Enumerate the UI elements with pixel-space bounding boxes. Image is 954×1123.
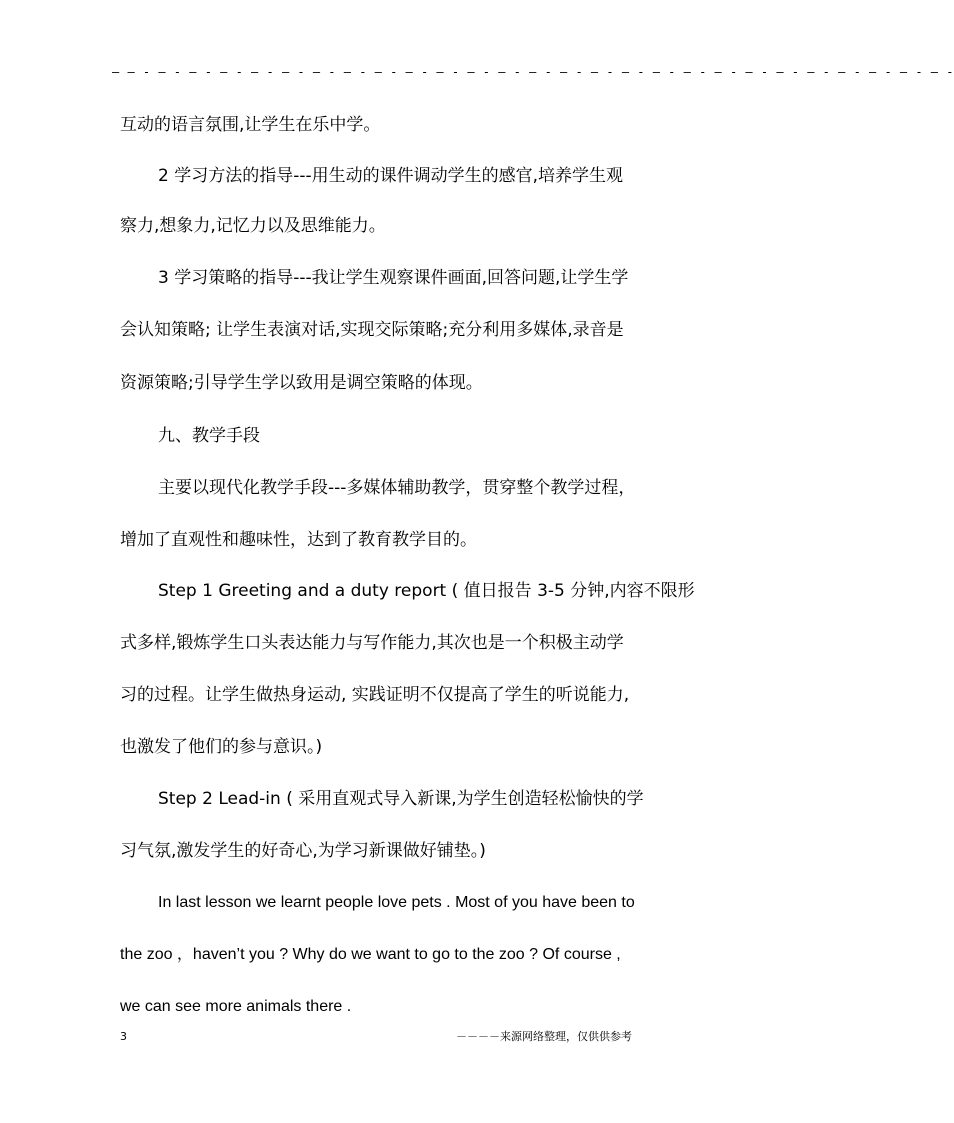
body-line-16: In last lesson we learnt people love pets . Most of you have been to — [158, 894, 635, 911]
body-line-14: Step 2 Lead-in ( 采用直观式导入新课,为学生创造轻松愉快的学 — [158, 789, 644, 809]
body-line-2: 2 学习方法的指导---用生动的课件调动学生的感官,培养学生观 — [158, 166, 624, 186]
body-line-9: 增加了直观性和趣味性，达到了教育教学目的。 — [120, 530, 477, 550]
body-line-13: 也激发了他们的参与意识。) — [120, 737, 323, 757]
header-dashed-rule: – – - – - – - – - – - – - – - – - – - – - – - – - – - – - – - – - – - – - – - – - – - – - – - – - – - – - – - — [112, 65, 954, 79]
page-number: 3 — [120, 1030, 127, 1043]
body-line-6: 资源策略;引导学生学以致用是调空策略的体现。 — [120, 373, 483, 393]
body-line-15: 习气氛,激发学生的好奇心,为学习新课做好铺垫。) — [120, 841, 486, 861]
footer-source-note: －－－－来源网络整理，仅供供参考 — [456, 1030, 632, 1043]
body-line-3: 察力,想象力,记忆力以及思维能力。 — [120, 216, 386, 236]
body-line-11: 式多样,锻炼学生口头表达能力与写作能力,其次也是一个积极主动学 — [120, 633, 624, 653]
body-line-17: the zoo ，haven’t you ? Why do we want to go to the zoo ? Of course , — [120, 946, 621, 963]
body-line-4: 3 学习策略的指导---我让学生观察课件画面,回答问题,让学生学 — [158, 268, 629, 288]
body-line-8: 主要以现代化教学手段---多媒体辅助教学，贯穿整个教学过程， — [158, 478, 636, 498]
body-line-1: 互动的语言氛围,让学生在乐中学。 — [120, 115, 381, 135]
body-line-12: 习的过程。让学生做热身运动, 实践证明不仅提高了学生的听说能力, — [120, 685, 630, 705]
section-heading: 九、教学手段 — [158, 426, 260, 446]
body-line-5: 会认知策略; 让学生表演对话,实现交际策略;充分利用多媒体,录音是 — [120, 320, 624, 340]
body-line-10: Step 1 Greeting and a duty report ( 值日报告 3-5 分钟,内容不限形 — [158, 581, 695, 601]
body-line-18: we can see more animals there . — [120, 998, 352, 1015]
